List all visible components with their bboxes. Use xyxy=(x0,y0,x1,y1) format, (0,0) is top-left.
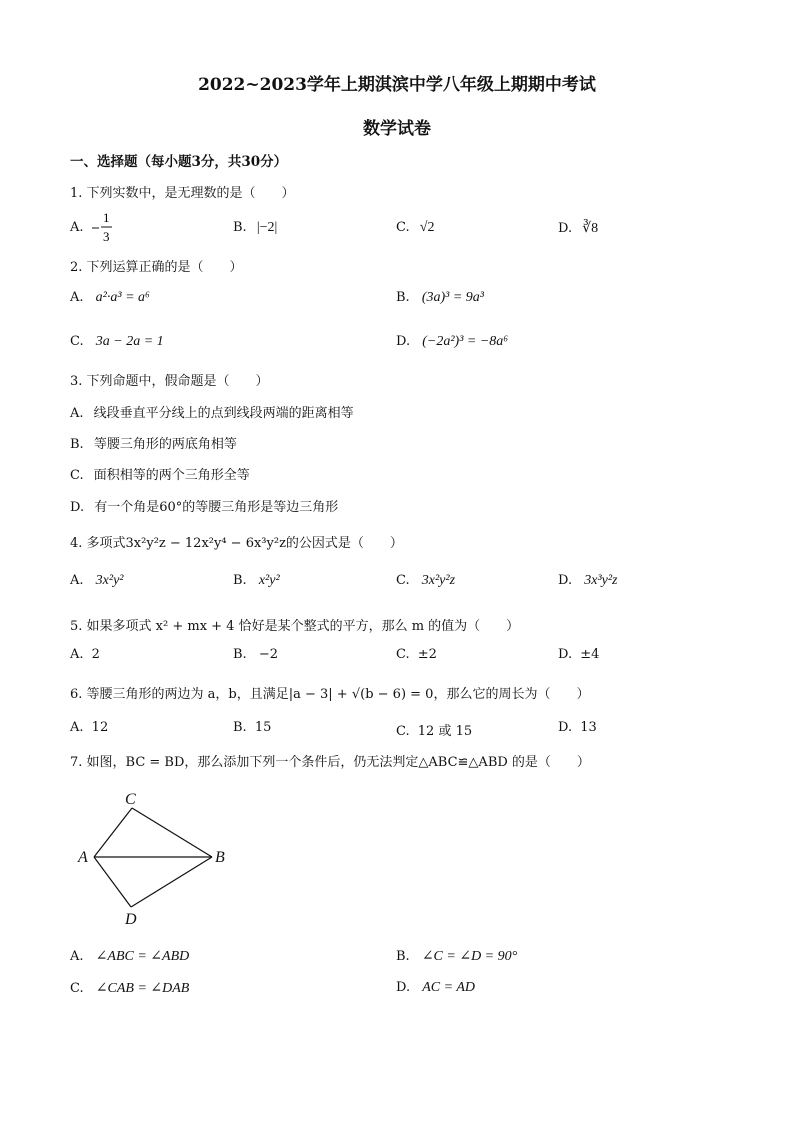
question-5-option-a: A. 2 xyxy=(70,647,100,662)
question-2-option-b: B. (3a)³ = 9a³ xyxy=(396,290,484,305)
question-6-option-b: B. 15 xyxy=(233,720,272,735)
question-4-option-c: C. 3x²y²z xyxy=(396,573,456,588)
exam-title: 2022~2023学年上期淇滨中学八年级上期期中考试 xyxy=(198,75,596,95)
question-6-option-a: A. 12 xyxy=(70,720,109,735)
question-1-option-a-math xyxy=(90,210,120,251)
question-4-stem: 4. 多项式3x²y²z − 12x²y⁴ − 6x³y²z的公因式是（ ） xyxy=(70,536,403,551)
question-6-option-c: C. 12 或 15 xyxy=(396,724,473,739)
question-1-stem: 1. 下列实数中，是无理数的是（ ） xyxy=(70,186,295,201)
label-b: B xyxy=(215,849,225,866)
question-5-option-d: D. ±4 xyxy=(558,647,600,662)
question-3-option-c: C. 面积相等的两个三角形全等 xyxy=(70,468,250,483)
question-2-option-c: C. 3a − 2a = 1 xyxy=(70,334,164,349)
question-1-option-b: B. |−2| xyxy=(233,220,278,235)
triangle-figure xyxy=(70,788,240,938)
question-3-option-d: D. 有一个角是60°的等腰三角形是等边三角形 xyxy=(70,500,339,515)
option-label: A. xyxy=(70,220,84,235)
question-7-stem: 7. 如图，BC = BD，那么添加下列一个条件后，仍无法判定△ABC≌△ABD 的是（ ） xyxy=(70,755,590,770)
question-1-option-c: C. √2 xyxy=(396,220,435,235)
question-4-option-b: B. x²y² xyxy=(233,573,280,588)
question-6-option-d: D. 13 xyxy=(558,720,597,735)
question-3-option-a: A. 线段垂直平分线上的点到线段两端的距离相等 xyxy=(70,406,354,421)
question-2-option-d: D. (−2a²)³ = −8a⁶ xyxy=(396,334,509,349)
segment-ad xyxy=(94,857,131,907)
segment-db xyxy=(131,857,212,907)
question-7-option-a: A. ∠ABC = ∠ABD xyxy=(70,949,190,964)
figure-lines xyxy=(94,808,212,907)
question-4-option-d: D. 3x³y²z xyxy=(558,573,618,588)
section-heading: 一、选择题（每小题3分，共30分） xyxy=(70,154,288,170)
question-5-option-c: C. ±2 xyxy=(396,647,437,662)
svg-text:1: 1 xyxy=(103,210,110,225)
question-3-stem: 3. 下列命题中，假命题是（ ） xyxy=(70,374,269,389)
question-2-option-a: A. a²·a³ = a⁶ xyxy=(70,290,150,305)
question-7-option-b: B. ∠C = ∠D = 90° xyxy=(396,949,518,964)
question-1-option-d: D. ∛8 xyxy=(558,221,599,236)
label-a: A xyxy=(78,849,88,866)
segment-ac xyxy=(94,808,132,857)
question-7-option-c: C. ∠CAB = ∠DAB xyxy=(70,981,190,996)
svg-text:3: 3 xyxy=(103,229,110,244)
question-5-stem: 5. 如果多项式 x² + mx + 4 恰好是某个整式的平方，那么 m 的值为（ ） xyxy=(70,619,520,634)
exam-subtitle: 数学试卷 xyxy=(363,119,431,139)
label-d: D xyxy=(125,911,137,928)
label-c: C xyxy=(125,791,136,808)
question-2-stem: 2. 下列运算正确的是（ ） xyxy=(70,260,243,275)
question-1-option-a xyxy=(70,220,84,235)
question-6-stem: 6. 等腰三角形的两边为 a，b，且满足|a − 3| + √(b − 6) = 0，那么它的周长为（ ） xyxy=(70,687,590,702)
question-7-option-d: D. AC = AD xyxy=(396,980,475,995)
segment-cb xyxy=(132,808,212,857)
fraction-neg-one-third xyxy=(90,210,120,246)
question-5-option-b: B. −2 xyxy=(233,647,278,662)
question-3-option-b: B. 等腰三角形的两底角相等 xyxy=(70,437,237,452)
question-4-option-a: A. 3x²y² xyxy=(70,573,124,588)
